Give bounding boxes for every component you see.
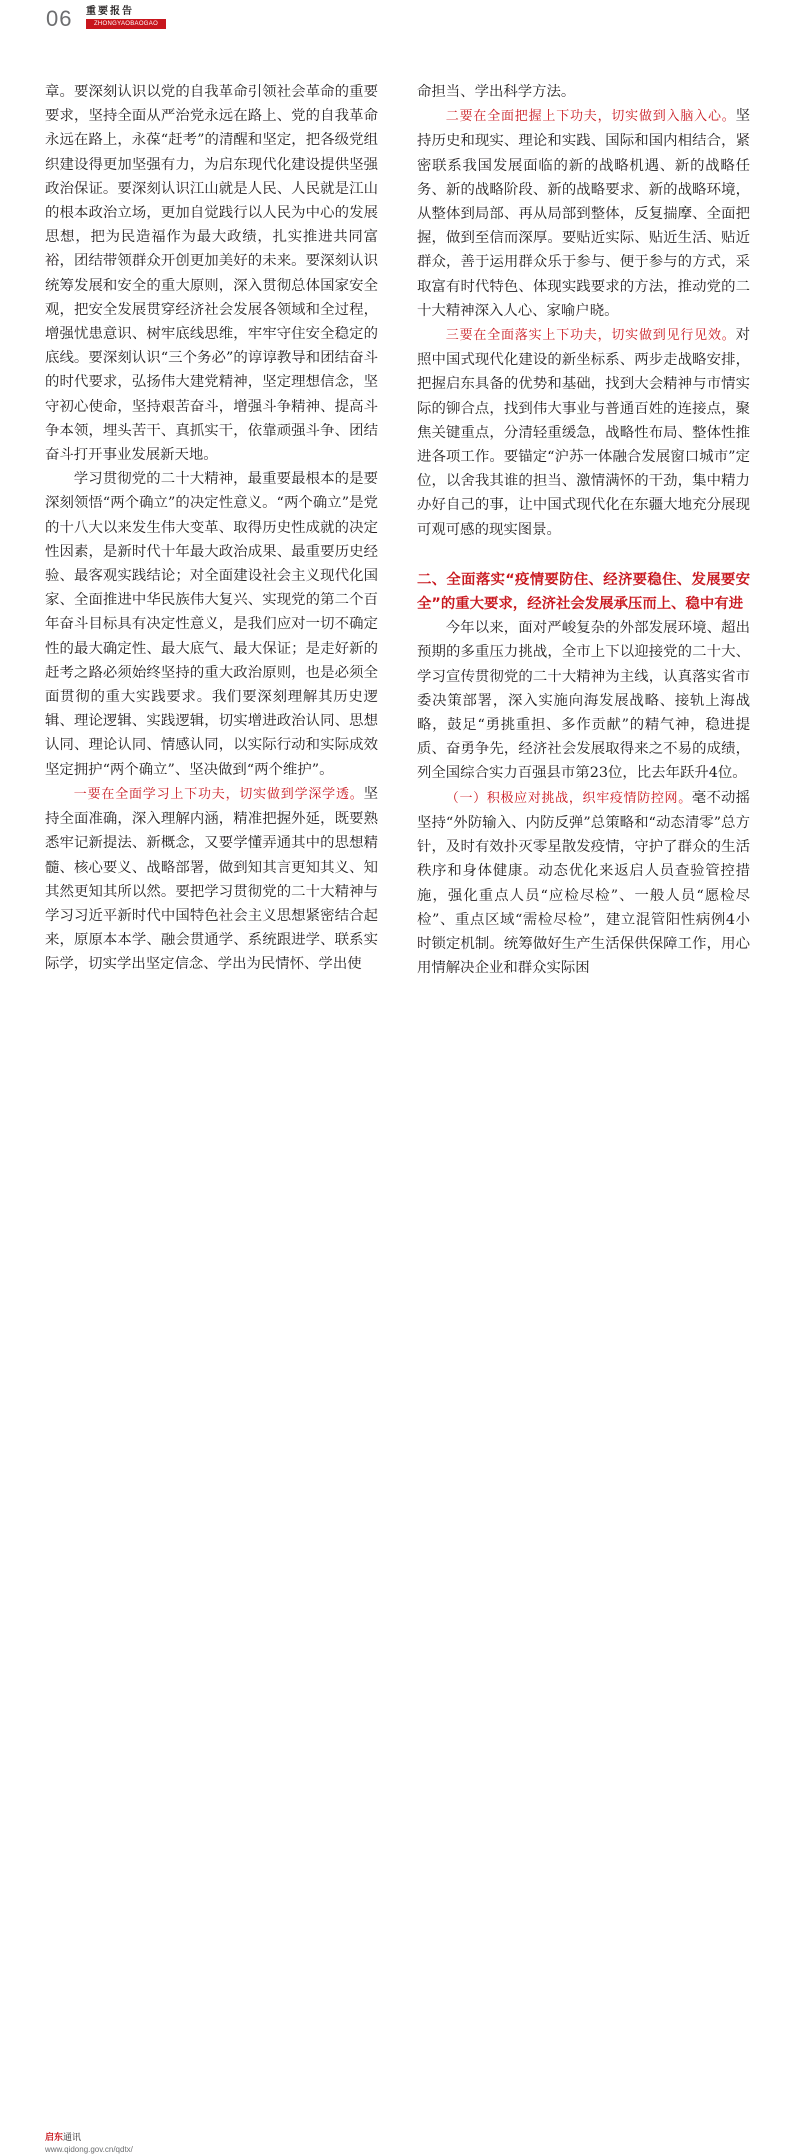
magazine-section-subtitle: ZHONGYAOBAOGAO [86, 19, 166, 29]
footer-brand-black: 通讯 [63, 2132, 82, 2142]
highlight-lead: （一）积极应对挑战，织牢疫情防控网。 [445, 790, 692, 806]
paragraph [417, 104, 750, 323]
section-heading: 二、全面落实“疫情要防住、经济要稳住、发展要安全”的重大要求，经济社会发展承压而上、稳中有进 [417, 571, 750, 613]
page-header [0, 0, 798, 40]
highlight-lead: 一要在全面学习上下功夫，切实做到学深学透。 [73, 786, 364, 802]
paragraph [417, 786, 750, 981]
paragraph [417, 323, 750, 542]
right-column [417, 80, 750, 980]
footer-brand-red: 启东 [45, 2132, 64, 2142]
page-footer [0, 1064, 798, 2154]
paragraph: 章。要深刻认识以党的自我革命引领社会革命的重要要求，坚持全面从严治党永远在路上、党的自我革命永远在路上，永葆“赶考”的清醒和坚定，把各级党组织建设得更加坚强有力，为启东现代化建设提供坚强政治保证。要深刻认识江山就是人民、人民就是江山的根本政治立场，更加自觉践行以人民为中心的发展思想，把为民造福作为最大政绩，扎实推进共同富裕，团结带领群众开创更加美好的未来。要深刻认识统筹发展和安全的重大原则，深入贯彻总体国家安全观，把安全发展贯穿经济社会发展各领域和全过程，增强忧患意识、树牢底线思维，牢牢守住安全稳定的底线。要深刻认识“三个务必”的谆谆教导和团结奋斗的时代要求，弘扬伟大建党精神，坚定理想信念，坚守初心使命，坚持艰苦奋斗，增强斗争精神、提高斗争本领，埋头苦干、真抓实干，依靠顽强斗争、团结奋斗打开事业发展新天地。 [45, 84, 378, 464]
footer-brand [45, 2132, 81, 2143]
magazine-section-title: 重要报告 [86, 6, 134, 17]
paragraph-text: 毫不动摇坚持“外防输入、内防反弹”总策略和“动态清零”总方针，及时有效扑灭零星散发疫情，守护了群众的生活秩序和身体健康。动态优化来返启人员查验管控措施，强化重点人员“应检尽检”、一般人员“愿检尽检”、重点区域“需检尽检”，建立混管阳性病例4小时锁定机制。统筹做好生产生活保供保障工作，用心用情解决企业和群众实际困 [417, 789, 750, 977]
paragraph-text: 对照中国式现代化建设的新坐标系、两步走战略安排，把握启东具备的优势和基础，找到大会精神与市情实际的铆合点，找到伟大事业与普通百姓的连接点，聚焦关键重点，分清轻重缓急，战略性布局、整体性推进各项工作。要锚定“沪苏一体融合发展窗口城市”定位，以舍我其谁的担当、激情满怀的干劲，集中精力办好自己的事，让中国式现代化在东疆大地充分展现可观可感的现实图景。 [417, 327, 750, 538]
left-column [45, 80, 378, 977]
page-number: 06 [46, 6, 73, 31]
paragraph [45, 782, 378, 977]
footer-url: www.qidong.gov.cn/qdtx/ [45, 2145, 133, 2154]
paragraph-text: 坚持历史和现实、理论和实践、国际和国内相结合，紧密联系我国发展面临的新的战略机遇、新的战略任务、新的战略阶段、新的战略要求、新的战略环境，从整体到局部、再从局部到整体，反复揣摩、全面把握，做到至信而深厚。要贴近实际、贴近生活、贴近群众，善于运用群众乐于参与、便于参与的方式，采取富有时代特色、体现实践要求的方法，推动党的二十大精神深入人心、家喻户晓。 [417, 108, 750, 319]
highlight-lead: 二要在全面把握上下功夫，切实做到入脑入心。 [445, 109, 736, 125]
paragraph: 今年以来，面对严峻复杂的外部发展环境、超出预期的多重压力挑战，全市上下以迎接党的二十大、学习宣传贯彻党的二十大精神为主线，认真落实省市委决策部署，深入实施向海发展战略、接轨上海战略，鼓足“勇挑重担、多作贡献”的精气神，稳进提质、奋勇争先，经济社会发展取得来之不易的成绩，列全国综合实力百强县市第23位，比去年跃升4位。 [417, 620, 750, 782]
paragraph: 学习贯彻党的二十大精神，最重要最根本的是要深刻领悟“两个确立”的决定性意义。“两个确立”是党的十八大以来发生伟大变革、取得历史性成就的决定性因素，是新时代十年最大政治成果、最重要历史经验、最客观实践结论；对全面建设社会主义现代化国家、全面推进中华民族伟大复兴、实现党的第二个百年奋斗目标具有决定性意义，是我们应对一切不确定性的最大确定性、最大底气、最大保证；是走好新的赶考之路必须始终坚持的重大政治原则，也是必须全面贯彻的重大实践要求。我们要深刻理解其历史逻辑、理论逻辑、实践逻辑，切实增进政治认同、思想认同、理论认同、情感认同，以实际行动和实际成效坚定拥护“两个确立”、坚决做到“两个维护”。 [45, 471, 378, 778]
highlight-lead: 三要在全面落实上下功夫，切实做到见行见效。 [445, 328, 736, 344]
paragraph: 命担当、学出科学方法。 [417, 84, 576, 100]
paragraph-text: 坚持全面准确，深入理解内涵，精准把握外延，既要熟悉牢记新提法、新概念，又要学懂弄通其中的思想精髓、核心要义、战略部署，做到知其言更知其义、知其然更知其所以然。要把学习贯彻党的二十大精神与学习习近平新时代中国特色社会主义思想紧密结合起来，原原本本学、融会贯通学、系统跟进学、联系实际学，切实学出坚定信念、学出为民情怀、学出使 [45, 785, 378, 973]
